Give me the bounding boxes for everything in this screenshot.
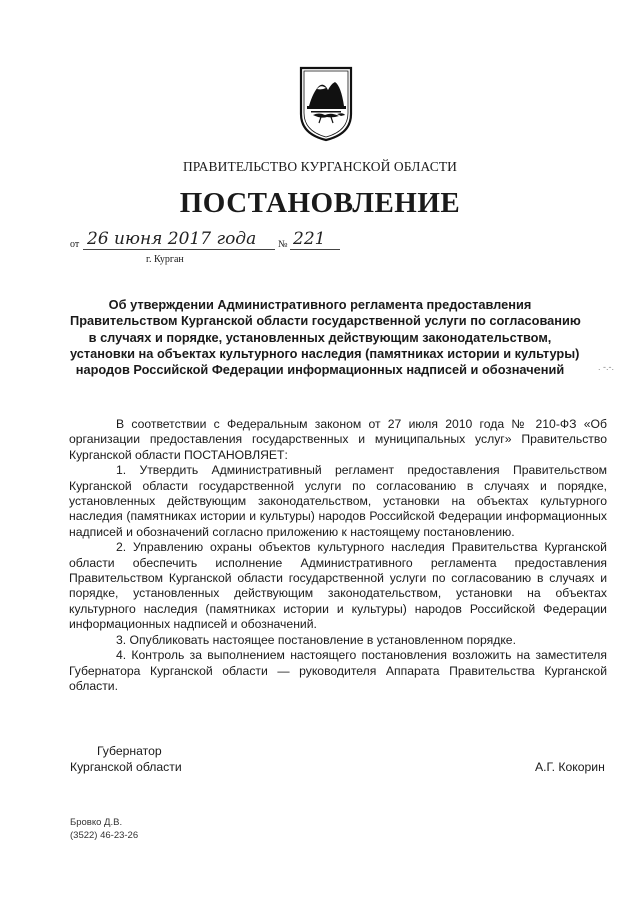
signatory-position-line: Курганской области bbox=[70, 759, 182, 774]
resolution-item: 1. Утвердить Административный регламент предоставления Правительством Курганской области государственной услуги по согласованию в случаях и порядке, установленных действующим законодательством, установки на объектах культурного наследия (памятниках истории и культуры) народов Российской Федерации информационных надписей и обозначений согласно приложению к настоящему постановлению. bbox=[69, 463, 607, 539]
signatory-name: А.Г. Кокорин bbox=[535, 760, 605, 774]
issue-city: г. Курган bbox=[146, 254, 184, 265]
signatory-position bbox=[70, 744, 182, 775]
number-prefix: № bbox=[278, 239, 288, 250]
issue-date-line bbox=[70, 230, 370, 252]
organization-name: ПРАВИТЕЛЬСТВО КУРГАНСКОЙ ОБЛАСТИ bbox=[182, 159, 458, 174]
executor-contact bbox=[70, 817, 138, 842]
kurgan-region-coat-of-arms-icon bbox=[297, 62, 355, 142]
date-prefix: от bbox=[70, 239, 80, 250]
handwritten-number: 221 bbox=[293, 229, 326, 249]
date-underline bbox=[83, 249, 275, 250]
resolution-body bbox=[69, 417, 607, 694]
title-line: в случаях и порядке, установленных действующим законодательством, bbox=[88, 329, 552, 345]
title-line: Об утверждении Административного регламента предоставления bbox=[108, 297, 532, 312]
resolution-item: 2. Управлению охраны объектов культурного наследия Правительства Курганской области обеспечить исполнение Административного регламента предоставления Правительством Курганской области государственной услуги по согласованию в случаях и порядке, установленных действующим законодательством, установки на объектах культурного наследия (памятниках истории и культуры) народов Российской Федерации информационных надписей и обозначений. bbox=[69, 540, 607, 632]
resolution-item: 4. Контроль за выполнением настоящего постановления возложить на заместителя Губернатора Курганской области — руководителя Аппарата Правительства Курганской области. bbox=[69, 648, 607, 693]
executor-name: Бровко Д.В. bbox=[70, 817, 123, 828]
resolution-item: 3. Опубликовать настоящее постановление в установленном порядке. bbox=[116, 632, 516, 647]
handwritten-date: 26 июня 2017 года bbox=[87, 229, 257, 249]
number-underline bbox=[290, 249, 340, 250]
title-line: народов Российской Федерации информационных надписей и обозначений bbox=[75, 362, 565, 378]
title-line: Правительством Курганской области государственной услуги по согласованию bbox=[70, 313, 581, 329]
signatory-position-line: Губернатор bbox=[97, 744, 162, 758]
scan-artifact: . ‑.‑. bbox=[598, 362, 614, 372]
resolution-title bbox=[70, 297, 581, 378]
executor-phone: (3522) 46-23-26 bbox=[70, 829, 139, 841]
preamble-paragraph: В соответствии с Федеральным законом от 27 июля 2010 года № 210-ФЗ «Об организации предоставления государственных и муниципальных услуг» Правительство Курганской области ПОСТАНОВЛЯЕТ: bbox=[69, 417, 607, 462]
title-line: установки на объектах культурного наследия (памятниках истории и культуры) bbox=[70, 345, 580, 361]
document-type-heading: ПОСТАНОВЛЕНИЕ bbox=[179, 187, 461, 219]
